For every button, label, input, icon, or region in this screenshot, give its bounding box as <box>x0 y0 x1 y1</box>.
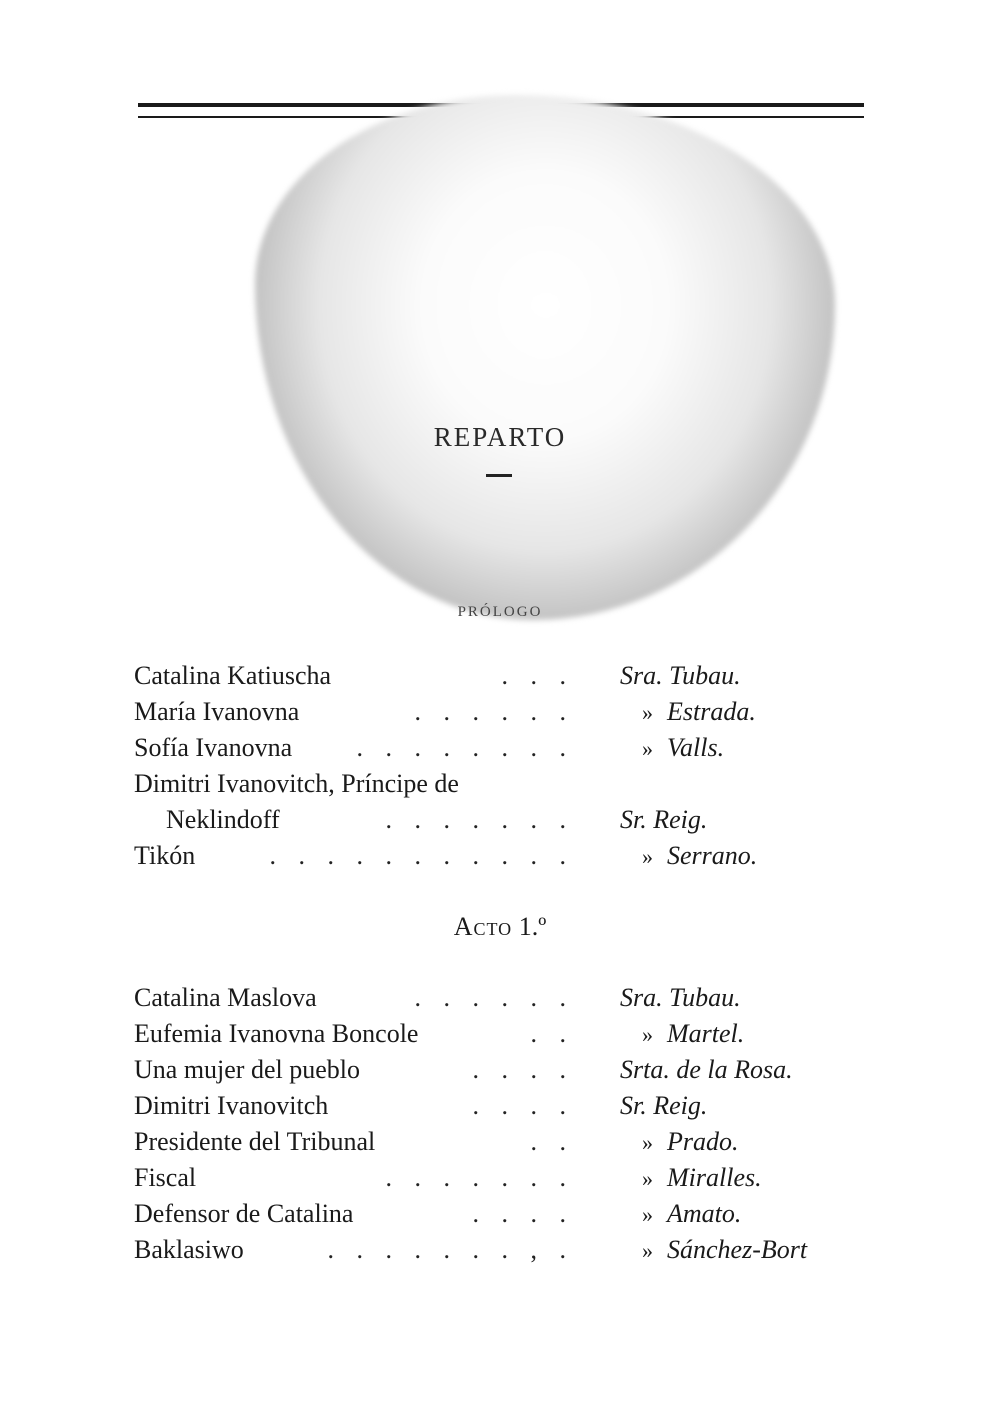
actor-text: Martel. <box>667 1019 745 1048</box>
actor-name <box>642 1232 807 1269</box>
leader-dots: . . . . <box>472 1091 574 1120</box>
actor-text: Srta. de la Rosa. <box>620 1055 793 1084</box>
actor-text: Sr. Reig. <box>620 1091 708 1120</box>
actor-name <box>642 1016 744 1053</box>
actor-name <box>620 802 707 838</box>
leader-dots: . . . . . . . . . . . <box>269 841 574 870</box>
role-name: Catalina Maslova <box>134 983 317 1012</box>
actor-name <box>620 1088 707 1124</box>
title-dash <box>486 474 512 477</box>
cast-row <box>134 1160 874 1196</box>
actor-name <box>620 658 741 694</box>
cast-row <box>134 1232 874 1268</box>
leader-dots: . . . . . . . , . <box>327 1235 574 1264</box>
ditto-mark: » <box>642 1238 653 1263</box>
role-name: Dimitri Ivanovitch, Príncipe de <box>134 769 459 798</box>
role-name: Fiscal <box>134 1163 197 1192</box>
prologue-cast-list <box>134 658 874 874</box>
cast-row <box>134 1124 874 1160</box>
ditto-mark: » <box>642 700 653 725</box>
actor-text: Sra. Tubau. <box>620 661 741 690</box>
role-name: Catalina Katiuscha <box>134 661 332 690</box>
role-name: Defensor de Catalina <box>134 1199 354 1228</box>
ditto-mark: » <box>642 1022 653 1047</box>
actor-name <box>642 1124 739 1161</box>
cast-row <box>134 694 874 730</box>
role-name: Neklindoff <box>166 805 280 834</box>
leader-dots: . . . . . . <box>414 983 574 1012</box>
cast-row <box>134 1088 874 1124</box>
role-name: Sofía Ivanovna <box>134 733 293 762</box>
actor-name <box>620 1052 793 1088</box>
actor-name <box>642 730 724 767</box>
role-name: Tikón <box>134 841 196 870</box>
cast-row <box>134 1052 874 1088</box>
leader-dots: . . <box>530 1127 574 1156</box>
leader-dots: . . . . . . . <box>385 805 574 834</box>
cast-row <box>134 838 874 874</box>
role-name: María Ivanovna <box>134 697 300 726</box>
actor-text: Serrano. <box>667 841 758 870</box>
actor-name <box>642 694 756 731</box>
act-heading <box>0 912 1000 942</box>
ditto-mark: » <box>642 844 653 869</box>
act-cast-list <box>134 980 874 1268</box>
role-name: Eufemia Ivanovna Boncole <box>134 1019 419 1048</box>
page-title: REPARTO <box>433 422 567 452</box>
ditto-mark: » <box>642 1166 653 1191</box>
actor-text: Prado. <box>667 1127 739 1156</box>
leader-dots: . . . . . . . . <box>356 733 574 762</box>
cast-row <box>134 1196 874 1232</box>
actor-name <box>642 1160 762 1197</box>
act-number: 1.º <box>518 912 547 941</box>
leader-dots: . . . . . . <box>414 697 574 726</box>
actor-text: Sánchez-Bort <box>667 1235 808 1264</box>
leader-dots: . . . . <box>472 1055 574 1084</box>
leader-dots: . . . . <box>472 1199 574 1228</box>
paper-stain <box>255 95 835 620</box>
ditto-mark: » <box>642 736 653 761</box>
actor-name <box>642 838 757 875</box>
role-name: Una mujer del pueblo <box>134 1055 360 1084</box>
actor-text: Miralles. <box>667 1163 762 1192</box>
cast-row <box>134 766 874 802</box>
leader-dots: . . <box>530 1019 574 1048</box>
actor-text: Sr. Reig. <box>620 805 708 834</box>
cast-row <box>134 980 874 1016</box>
actor-text: Sra. Tubau. <box>620 983 741 1012</box>
actor-text: Amato. <box>667 1199 742 1228</box>
role-name: Dimitri Ivanovitch <box>134 1091 329 1120</box>
cast-row <box>134 730 874 766</box>
actor-text: Estrada. <box>667 697 756 726</box>
role-name: Presidente del Tribunal <box>134 1127 376 1156</box>
leader-dots: . . . <box>501 661 574 690</box>
cast-row <box>134 1016 874 1052</box>
act-label: Acto <box>453 912 513 941</box>
actor-text: Valls. <box>667 733 725 762</box>
cast-row <box>134 802 874 838</box>
leader-dots: . . . . . . . <box>385 1163 574 1192</box>
prologue-heading: PRÓLOGO <box>457 604 543 620</box>
ditto-mark: » <box>642 1202 653 1227</box>
actor-name <box>642 1196 741 1233</box>
ditto-mark: » <box>642 1130 653 1155</box>
actor-name <box>620 980 741 1016</box>
role-name: Baklasiwo <box>134 1235 244 1264</box>
cast-row <box>134 658 874 694</box>
